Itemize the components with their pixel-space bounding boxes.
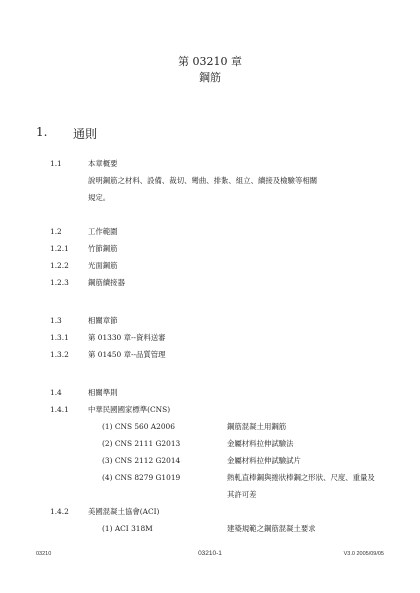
standard-code: (1) CNS 560 A2006: [102, 422, 175, 431]
item-number: 1.2.3: [50, 278, 69, 287]
standard-code: (3) CNS 2112 G2014: [102, 456, 181, 465]
standard-group-title: 美國混凝土協會(ACI): [88, 507, 160, 516]
subsection-title: 相關準則: [88, 388, 118, 397]
item-text: 光面鋼筋: [88, 261, 118, 270]
item-number: 1.4.1: [50, 405, 69, 414]
item-number: 1.2.1: [50, 244, 69, 253]
item-text: 鋼筋續接器: [88, 278, 125, 287]
standard-code: (1) ACI 318M: [102, 524, 153, 533]
standard-code: (4) CNS 8279 G1019: [102, 473, 181, 482]
subsection-number: 1.2: [50, 227, 62, 236]
subsection-title: 本章概要: [88, 159, 118, 168]
chapter-number: 第 03210 章: [178, 55, 242, 68]
item-number: 1.3.1: [50, 333, 69, 342]
item-text: 第 01330 章--資料送審: [88, 333, 166, 342]
section-1-title: 通則: [73, 127, 98, 141]
item-text: 竹節鋼筋: [88, 244, 118, 253]
subsection-number: 1.1: [50, 159, 62, 168]
footer-version: V3.0 2005/09/05: [343, 551, 384, 557]
chapter-title: 鋼筋: [199, 71, 221, 84]
standard-description: 鋼筋混凝土用鋼筋: [227, 422, 287, 431]
item-number: 1.3.2: [50, 350, 69, 359]
standard-description-continued: 其許可差: [227, 490, 257, 499]
standard-description: 金屬材料拉伸試驗法: [227, 439, 294, 448]
standard-description: 建築規範之鋼筋混凝土要求: [227, 524, 316, 533]
summary-text-line-2: 規定。: [88, 193, 111, 202]
subsection-title: 相關章節: [88, 316, 118, 325]
standard-group-title: 中華民國國家標準(CNS): [88, 405, 171, 414]
standard-description: 金屬材料拉伸試驗試片: [227, 456, 301, 465]
item-text: 第 01450 章--品質管理: [88, 350, 166, 359]
section-1-number: 1.: [36, 125, 48, 139]
footer-chapter-code: 03210: [36, 551, 52, 557]
subsection-number: 1.3: [50, 316, 62, 325]
standard-code: (2) CNS 2111 G2013: [102, 439, 181, 448]
item-number: 1.2.2: [50, 261, 69, 270]
standard-description: 熱軋直棒鋼與捲狀棒鋼之形狀、尺度、重量及: [227, 473, 375, 482]
subsection-title: 工作範圍: [88, 227, 118, 236]
footer-page-number: 03210-1: [198, 550, 222, 557]
summary-text-line-1: 說明鋼筋之材料、設備、裁切、彎曲、排紮、組立、續接及檢驗等相關: [88, 176, 318, 185]
item-number: 1.4.2: [50, 507, 69, 516]
subsection-number: 1.4: [50, 388, 62, 397]
